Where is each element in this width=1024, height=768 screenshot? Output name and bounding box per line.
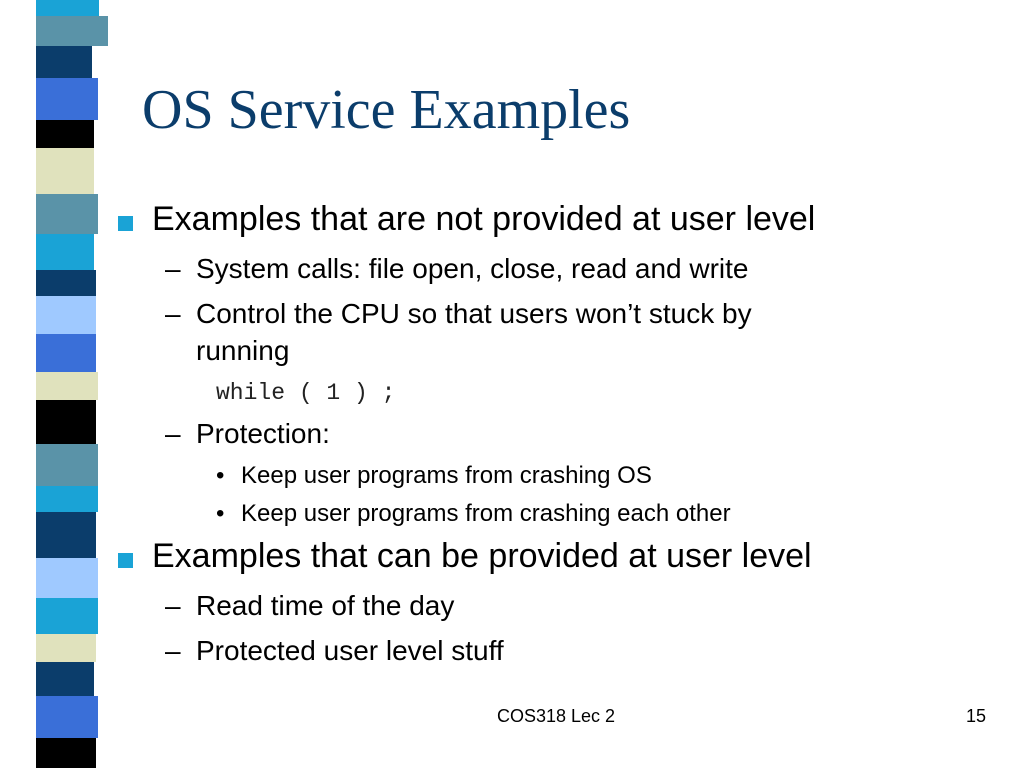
dash-bullet-icon: – [165,298,181,329]
bullet-item: Examples that are not provided at user level [152,200,816,238]
slide-page-number: 15 [966,706,987,726]
sub-bullet-item: Protected user level stuff [196,635,504,666]
dash-bullet-icon: – [165,590,181,621]
sub-bullet-item: System calls: file open, close, read and write [196,253,749,284]
dot-bullet-icon: • [216,500,225,527]
square-bullet-icon [118,553,133,568]
square-bullet-icon [118,216,133,231]
sub-bullet-item: Protection: [196,418,330,449]
code-snippet: while ( 1 ) ; [216,380,396,406]
sub-bullet-item: Read time of the day [196,590,455,621]
sub-bullet-item-continued: running [196,335,290,366]
sub-sub-bullet-item: Keep user programs from crashing each other [241,500,731,527]
dot-bullet-icon: • [216,462,225,489]
dash-bullet-icon: – [165,635,181,666]
bullet-item: Examples that can be provided at user level [152,537,812,575]
footer-course-label: COS318 Lec 2 [497,706,616,726]
slide-title: OS Service Examples [142,79,631,141]
dash-bullet-icon: – [165,418,181,449]
dash-bullet-icon: – [165,253,181,284]
sub-bullet-item: Control the CPU so that users won’t stuck by [196,298,752,329]
sub-sub-bullet-item: Keep user programs from crashing OS [241,462,652,489]
